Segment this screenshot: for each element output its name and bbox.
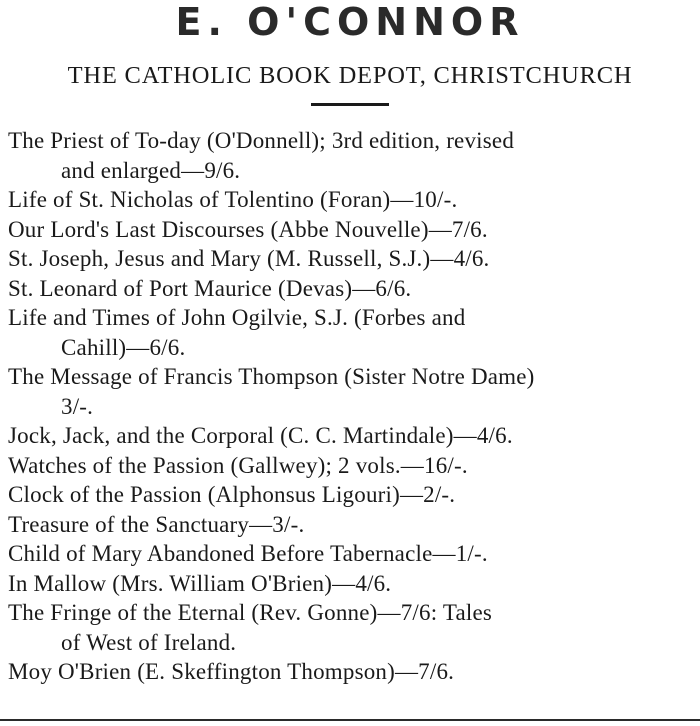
- book-list: [8, 126, 696, 687]
- list-item-text-continued: of West of Ireland.: [61, 629, 237, 655]
- list-item: [8, 569, 696, 599]
- list-item: [8, 274, 696, 304]
- list-item-text: Moy O'Brien (E. Skeffington Thompson)—7/6.: [8, 659, 455, 684]
- list-item: [8, 657, 696, 687]
- list-item-text-continued: 3/-.: [61, 393, 94, 419]
- list-item-text: Treasure of the Sanctuary—3/-.: [8, 511, 305, 537]
- list-item: [8, 362, 696, 421]
- list-item: [8, 303, 696, 362]
- list-item: [8, 421, 696, 451]
- list-item-text: St. Leonard of Port Maurice (Devas)—6/6.: [8, 275, 412, 301]
- list-item-text: Child of Mary Abandoned Before Tabernacle—1/-.: [8, 541, 488, 566]
- subtitle: THE CATHOLIC BOOK DEPOT, CHRISTCHURCH: [67, 62, 633, 89]
- list-item: [8, 598, 696, 657]
- masthead-title: E. O'CONNOR: [175, 0, 525, 44]
- list-item-text: Life of St. Nicholas of Tolentino (Foran)—10/-.: [8, 187, 458, 212]
- list-item-text: Clock of the Passion (Alphonsus Ligouri)—2/-.: [8, 482, 456, 507]
- list-item: [8, 451, 696, 481]
- list-item-text: Jock, Jack, and the Corporal (C. C. Martindale)—4/6.: [8, 423, 513, 448]
- divider: [311, 103, 389, 106]
- list-item-text: Life and Times of John Ogilvie, S.J. (Forbes and: [8, 305, 466, 330]
- list-item-text: Watches of the Passion (Gallwey); 2 vols.—16/-.: [8, 452, 468, 478]
- bottom-divider: [0, 719, 700, 721]
- list-item: [8, 480, 696, 510]
- list-item: [8, 510, 696, 540]
- list-item: [8, 185, 696, 215]
- list-item: [8, 126, 696, 185]
- list-item-text: Our Lord's Last Discourses (Abbe Nouvelle)—7/6.: [8, 216, 488, 242]
- list-item-text: The Fringe of the Eternal (Rev. Gonne)—7/6: Tales: [8, 600, 493, 625]
- list-item-text-continued: Cahill)—6/6.: [61, 334, 186, 360]
- list-item-text: St. Joseph, Jesus and Mary (M. Russell, S.J.)—4/6.: [8, 246, 490, 271]
- list-item: [8, 244, 696, 274]
- list-item: [8, 539, 696, 569]
- list-item: [8, 215, 696, 245]
- list-item-text: In Mallow (Mrs. William O'Brien)—4/6.: [8, 570, 392, 596]
- list-item-text: The Message of Francis Thompson (Sister Notre Dame): [8, 364, 535, 389]
- list-item-text-continued: and enlarged—9/6.: [61, 157, 241, 183]
- list-item-text: The Priest of To-day (O'Donnell); 3rd edition, revised: [8, 128, 515, 153]
